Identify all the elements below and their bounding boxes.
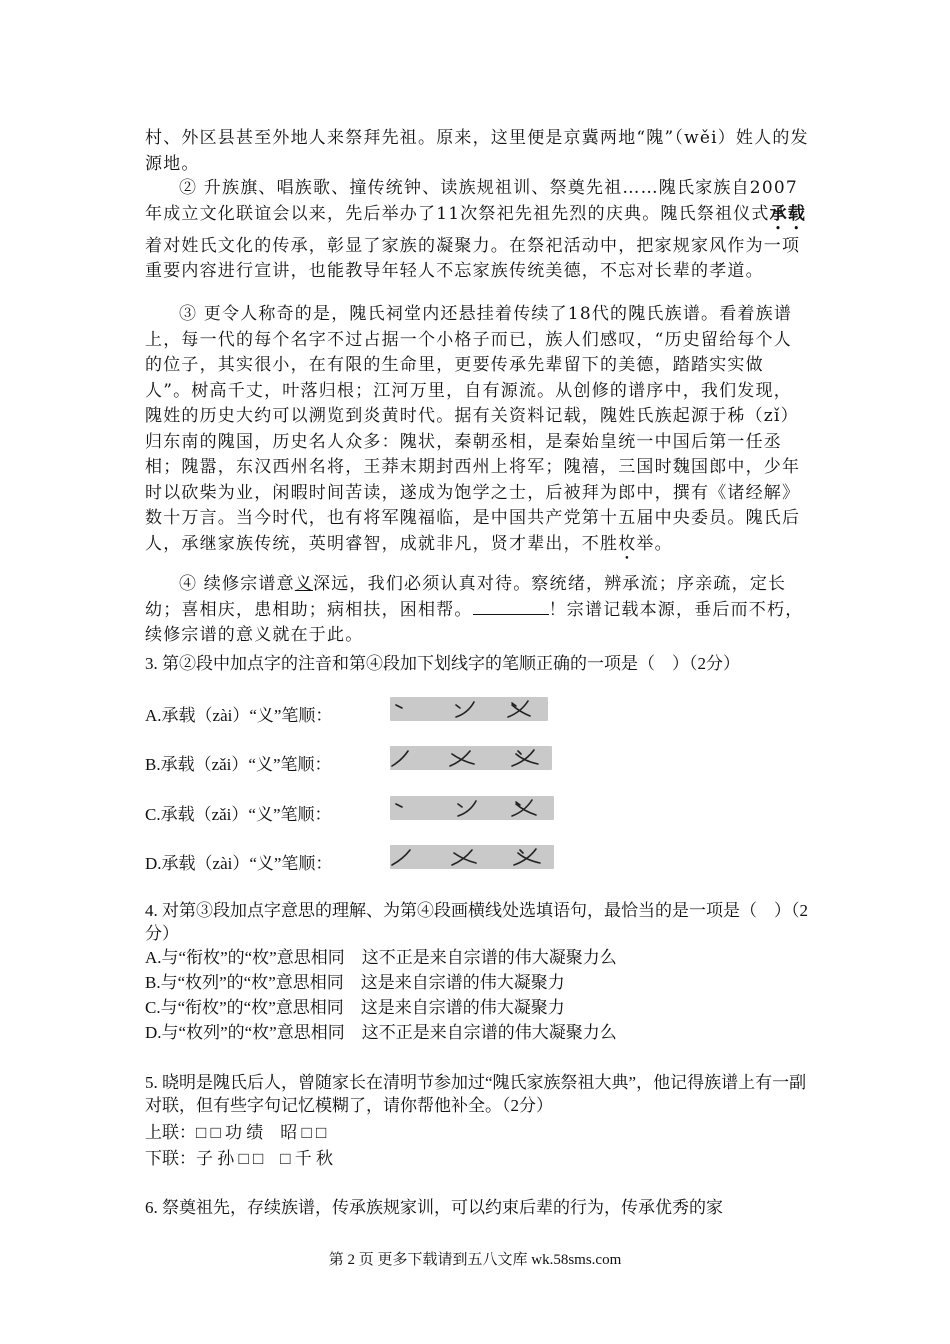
paragraph-3-text-b: 举。 — [636, 533, 673, 554]
dotted-char-mei: 枚 — [618, 533, 637, 554]
question-6-stem: 6. 祭奠祖先，存续族谱，传承族规家训，可以约束后辈的行为，传承优秀的家 — [145, 1198, 723, 1217]
question-3-option-c: C.承载（zǎi）“义”笔顺： — [145, 805, 332, 824]
paragraph-2-text-b: 着对姓氏文化的传承，彰显了家族的凝聚力。在祭祀活动中，把家规家风作为一项重要内容进行宣讲，也能教导年轻人不忘家族传统美德，不忘对长辈的孝道。 — [145, 235, 801, 281]
stroke-order-image-d — [390, 845, 554, 869]
paragraph-4-text-b: 深远，我们必须认真对待。察统绪，辨承流；序亲疏，定长幼；喜相庆，患相助；病相扶，困相帮。 — [145, 574, 787, 620]
paragraph-2-text-a: ② 升族旗、唱族歌、撞传统钟、读族规祖训、祭奠先祖……隗氏家族自2007年成立文化联谊会以来，先后举办了11次祭祀先祖先烈的庆典。隗氏祭祖仪式 — [145, 178, 798, 224]
stroke-order-image-c — [390, 796, 554, 820]
underlined-char-yi: 义 — [294, 574, 314, 594]
question-4-stem: 4. 对第③段加点字意思的理解、为第④段画横线处选填语句，最恰当的是一项是（ ）（2分） — [145, 901, 808, 943]
paragraph-3-text-a: ③ 更令人称奇的是，隗氏祠堂内还悬挂着传续了18代的隗氏族谱。看着族谱上，每一代的每个名字不过占据一个小格子而已，族人们感叹，“历史留给每个人的位子，其实很小，在有限的生命里，更要传承先辈留下的美德，踏踏实实做人”。树高千丈，叶落归根；江河万里，自有源流。从创修的谱序中，我们发现，隗姓的历史大约可以溯览到炎黄时代。据有关资料记载，隗姓氏族起源于秭（zǐ）归东南的隗国，历史名人众多：隗状，秦朝丞相，是秦始皇统一中国后第一任丞相；隗嚣，东汉西州名将，王莽末期封西州上将军；隗禧，三国时魏国郎中，少年时以砍柴为业，闲暇时间苦读，遂成为饱学之士，后被拜为郎中，撰有《诸经解》数十万言。当今时代，也有将军隗福临，是中国共产党第十五届中央委员。隗氏后人，承继家族传统，英明睿智，成就非凡，贤才辈出，不胜 — [145, 304, 801, 554]
question-3-option-a: A.承载（zài）“义”笔顺： — [145, 706, 333, 725]
question-3-option-b: B.承载（zǎi）“义”笔顺： — [145, 755, 332, 774]
question-4-option-c: C.与“衔枚”的“枚”意思相同 这是来自宗谱的伟大凝聚力 — [145, 998, 565, 1017]
question-3-option-d: D.承载（zài）“义”笔顺： — [145, 854, 333, 873]
passage-paragraph-1 — [145, 126, 810, 177]
paragraph-4-text-a: ④ 续修宗谱意 — [179, 574, 295, 594]
couplet-lower-line: 下联：子 孙 □ □ □ 千 秋 — [145, 1149, 334, 1168]
question-3-stem: 3. 第②段中加点字的注音和第④段加下划线字的笔顺正确的一项是（ ）（2分） — [145, 654, 740, 673]
question-5-stem: 5. 晓明是隗氏后人，曾随家长在清明节参加过“隗氏家族祭祖大典”，他记得族谱上有一副对联，但有些字句记忆模糊了，请你帮他补全。（2分） — [145, 1073, 807, 1115]
fill-in-blank-line — [473, 599, 549, 615]
stroke-order-image-a — [390, 697, 548, 721]
question-4-option-a: A.与“衔枚”的“枚”意思相同 这不正是来自宗谱的伟大凝聚力么 — [145, 948, 617, 967]
question-4-option-d: D.与“枚列”的“枚”意思相同 这不正是来自宗谱的伟大凝聚力么 — [145, 1023, 617, 1042]
page-footer: 第 2 页 更多下载请到五八文库 wk.58sms.com — [328, 1252, 622, 1268]
passage-paragraph-3 — [145, 302, 810, 564]
question-4-option-b: B.与“枚列”的“枚”意思相同 这是来自宗谱的伟大凝聚力 — [145, 973, 565, 992]
paragraph-4-text-c: ！宗谱记载本源，垂后而不朽，续修宗谱的意义就在于此。 — [145, 599, 804, 645]
passage-paragraph-2 — [145, 176, 810, 285]
paragraph-1-text: 村、外区县甚至外地人来祭拜先祖。原来，这里便是京冀两地“隗”（wěi）姓人的发源地。 — [145, 128, 809, 174]
couplet-upper-line: 上联：□ □ 功 绩 昭 □ □ — [145, 1123, 327, 1142]
dotted-word-chengzai: 承载 — [769, 203, 807, 224]
stroke-order-image-b — [390, 746, 552, 770]
passage-paragraph-4 — [145, 572, 810, 649]
